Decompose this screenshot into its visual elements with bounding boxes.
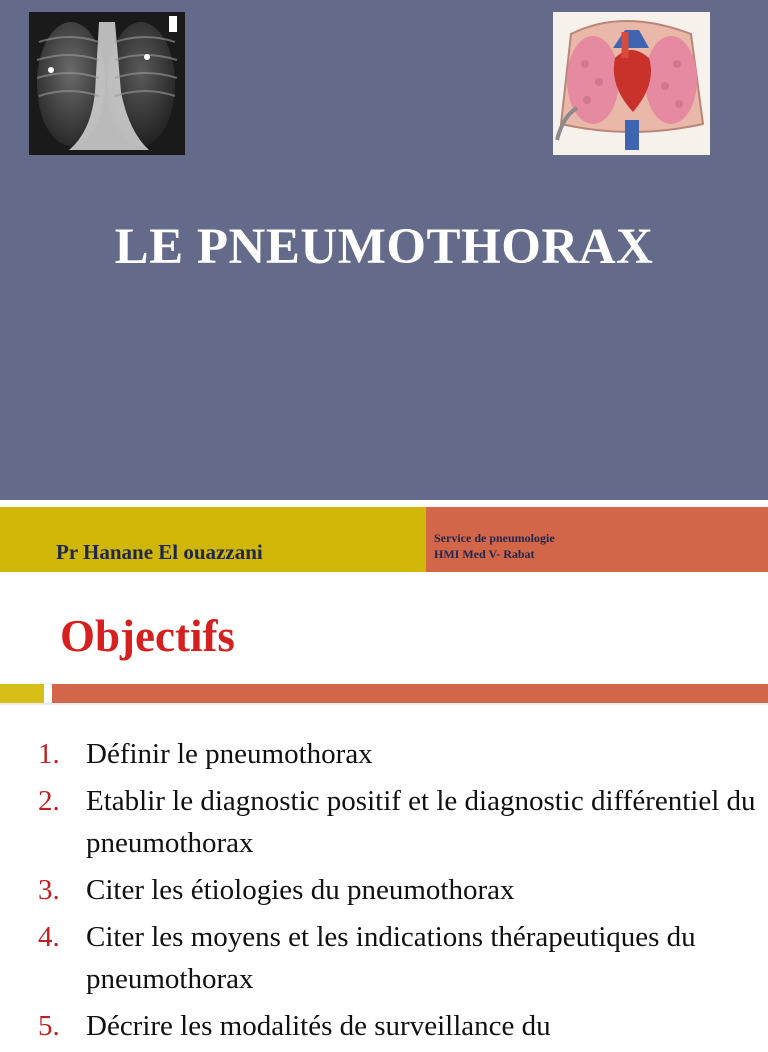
divider-accent-red [52, 684, 768, 703]
title-slide [0, 0, 768, 500]
divider-shadow [0, 703, 768, 705]
heart-lungs-diagram-image [553, 12, 710, 155]
slide-gap [0, 572, 768, 582]
service-band [426, 507, 768, 572]
list-item [0, 916, 768, 1000]
separator-line [0, 500, 768, 507]
list-item [0, 780, 768, 864]
chest-xray-image [29, 12, 185, 155]
item-text: Décrire les modalités de surveillance du [86, 1010, 551, 1042]
list-item [0, 1005, 768, 1047]
objectives-title: Objectifs [60, 611, 235, 661]
item-number: 1. [38, 738, 60, 770]
item-text: Citer les moyens et les indications thérapeutiques du pneumothorax [86, 921, 696, 995]
item-number: 2. [38, 785, 60, 817]
divider-accent-yellow [0, 684, 44, 703]
service-name: Service de pneumologie [434, 531, 555, 545]
objectives-list [0, 733, 768, 1052]
list-item [0, 733, 768, 775]
item-number: 5. [38, 1010, 60, 1042]
hospital-name: HMI Med V- Rabat [434, 547, 535, 561]
author-band [0, 507, 426, 572]
author-name: Pr Hanane El ouazzani [56, 540, 263, 564]
presentation-title: LE PNEUMOTHORAX [114, 219, 654, 275]
item-text: Définir le pneumothorax [86, 738, 373, 770]
item-text: Etablir le diagnostic positif et le diagnostic différentiel du pneumothorax [86, 785, 756, 859]
list-item [0, 869, 768, 911]
item-number: 4. [38, 921, 60, 953]
item-text: Citer les étiologies du pneumothorax [86, 874, 515, 906]
item-number: 3. [38, 874, 60, 906]
